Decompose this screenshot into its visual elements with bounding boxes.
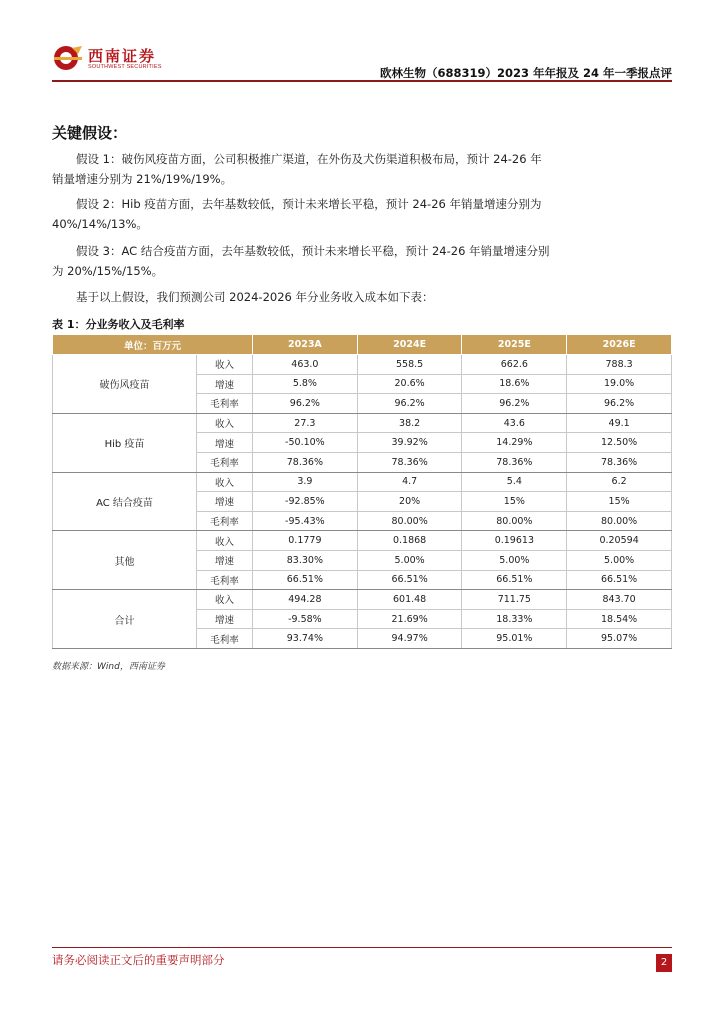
table-cell: 96.2% — [357, 394, 462, 414]
table-cell: 601.48 — [357, 590, 462, 610]
page-header — [0, 0, 724, 82]
table-cell: 0.20594 — [567, 531, 672, 551]
table-cell: 96.2% — [253, 394, 358, 414]
table-cell: 80.00% — [462, 511, 567, 531]
metric-label: 毛利率 — [197, 570, 253, 590]
table-cell: 20% — [357, 492, 462, 512]
table-cell: 15% — [567, 492, 672, 512]
table-cell: 80.00% — [357, 511, 462, 531]
section-title: 关键假设： — [52, 124, 128, 142]
forecast-intro-paragraph: 基于以上假设，我们预测公司 2024-2026 年分业务收入成本如下表： — [76, 290, 434, 304]
metric-label: 毛利率 — [197, 629, 253, 649]
table-cell: 15% — [462, 492, 567, 512]
table-cell: 94.97% — [357, 629, 462, 649]
column-header: 2026E — [567, 335, 672, 355]
table-cell: 3.9 — [253, 472, 358, 492]
assumption-paragraph-1: 假设 1：破伤风疫苗方面，公司积极推广渠道，在外伤及犬伤渠道积极布局，预计 24-26 年销量增速分别为 21%/19%/19%。 — [52, 152, 542, 186]
table-cell: 0.1779 — [253, 531, 358, 551]
table-cell: 27.3 — [253, 413, 358, 433]
column-header: 2023A — [253, 335, 358, 355]
table-cell: 0.19613 — [462, 531, 567, 551]
table-cell: 49.1 — [567, 413, 672, 433]
table-cell: 494.28 — [253, 590, 358, 610]
metric-label: 增速 — [197, 374, 253, 394]
assumption-paragraph-3: 假设 3：AC 结合疫苗方面，去年基数较低，预计未来增长平稳，预计 24-26 年销量增速分别为 20%/15%/15%。 — [52, 244, 550, 278]
table-row — [53, 413, 672, 433]
table-cell: 78.36% — [357, 452, 462, 472]
table-cell: -95.43% — [253, 511, 358, 531]
table-cell: 558.5 — [357, 355, 462, 375]
metric-label: 收入 — [197, 413, 253, 433]
revenue-margin-table — [52, 334, 672, 649]
table-cell: 18.54% — [567, 609, 672, 629]
table-cell: 21.69% — [357, 609, 462, 629]
table-cell: 788.3 — [567, 355, 672, 375]
table-cell: 5.00% — [357, 550, 462, 570]
header-divider — [52, 80, 672, 82]
metric-label: 收入 — [197, 590, 253, 610]
unit-header: 单位：百万元 — [53, 335, 253, 355]
table-cell: -9.58% — [253, 609, 358, 629]
table-cell: 38.2 — [357, 413, 462, 433]
table-row — [53, 472, 672, 492]
table-cell: 5.8% — [253, 374, 358, 394]
segment-name: 合计 — [53, 590, 197, 649]
table-cell: 12.50% — [567, 433, 672, 453]
table-cell: 80.00% — [567, 511, 672, 531]
table-cell: 96.2% — [462, 394, 567, 414]
table-cell: 6.2 — [567, 472, 672, 492]
segment-name: 其他 — [53, 531, 197, 590]
table-row — [53, 355, 672, 375]
table-cell: 78.36% — [462, 452, 567, 472]
assumption-paragraph-2: 假设 2：Hib 疫苗方面，去年基数较低，预计未来增长平稳，预计 24-26 年销量增速分别为 40%/14%/13%。 — [52, 197, 542, 231]
metric-label: 毛利率 — [197, 452, 253, 472]
segment-name: AC 结合疫苗 — [53, 472, 197, 531]
segment-name: 破伤风疫苗 — [53, 355, 197, 414]
table-cell: 5.00% — [567, 550, 672, 570]
table-row — [53, 531, 672, 551]
southwest-securities-logo-icon — [52, 44, 84, 72]
table-cell: 19.0% — [567, 374, 672, 394]
metric-label: 增速 — [197, 492, 253, 512]
table-cell: 711.75 — [462, 590, 567, 610]
table-cell: -50.10% — [253, 433, 358, 453]
table-cell: 18.33% — [462, 609, 567, 629]
table-cell: 95.01% — [462, 629, 567, 649]
metric-label: 毛利率 — [197, 394, 253, 414]
footer-disclaimer: 请务必阅读正文后的重要声明部分 — [52, 953, 225, 967]
table-cell: 66.51% — [357, 570, 462, 590]
table-cell: 66.51% — [462, 570, 567, 590]
table-cell: 95.07% — [567, 629, 672, 649]
table-cell: 39.92% — [357, 433, 462, 453]
table-cell: 5.00% — [462, 550, 567, 570]
metric-label: 增速 — [197, 433, 253, 453]
table-header-row — [53, 335, 672, 355]
page-number: 2 — [656, 954, 672, 972]
table-cell: 843.70 — [567, 590, 672, 610]
report-title: 欧林生物（688319）2023 年年报及 24 年一季报点评 — [379, 66, 672, 80]
table-cell: 83.30% — [253, 550, 358, 570]
metric-label: 增速 — [197, 550, 253, 570]
column-header: 2024E — [357, 335, 462, 355]
table-cell: 78.36% — [253, 452, 358, 472]
metric-label: 毛利率 — [197, 511, 253, 531]
table-cell: 93.74% — [253, 629, 358, 649]
metric-label: 收入 — [197, 531, 253, 551]
table-cell: 20.6% — [357, 374, 462, 394]
table-cell: 0.1868 — [357, 531, 462, 551]
footer-divider — [52, 947, 672, 948]
table-cell: 43.6 — [462, 413, 567, 433]
logo-text: 西南证券 — [88, 47, 157, 65]
table-cell: 66.51% — [567, 570, 672, 590]
table-caption: 表 1：分业务收入及毛利率 — [52, 318, 185, 331]
table-cell: 96.2% — [567, 394, 672, 414]
table-cell: 463.0 — [253, 355, 358, 375]
segment-name: Hib 疫苗 — [53, 413, 197, 472]
table-cell: 5.4 — [462, 472, 567, 492]
table-cell: -92.85% — [253, 492, 358, 512]
metric-label: 收入 — [197, 472, 253, 492]
metric-label: 增速 — [197, 609, 253, 629]
logo-subtitle: SOUTHWEST SECURITIES — [88, 64, 162, 70]
table-cell: 66.51% — [253, 570, 358, 590]
table-cell: 14.29% — [462, 433, 567, 453]
table-cell: 18.6% — [462, 374, 567, 394]
table-row — [53, 590, 672, 610]
data-source-note: 数据来源：Wind，西南证券 — [52, 662, 165, 672]
column-header: 2025E — [462, 335, 567, 355]
table-cell: 78.36% — [567, 452, 672, 472]
metric-label: 收入 — [197, 355, 253, 375]
table-cell: 662.6 — [462, 355, 567, 375]
table-cell: 4.7 — [357, 472, 462, 492]
